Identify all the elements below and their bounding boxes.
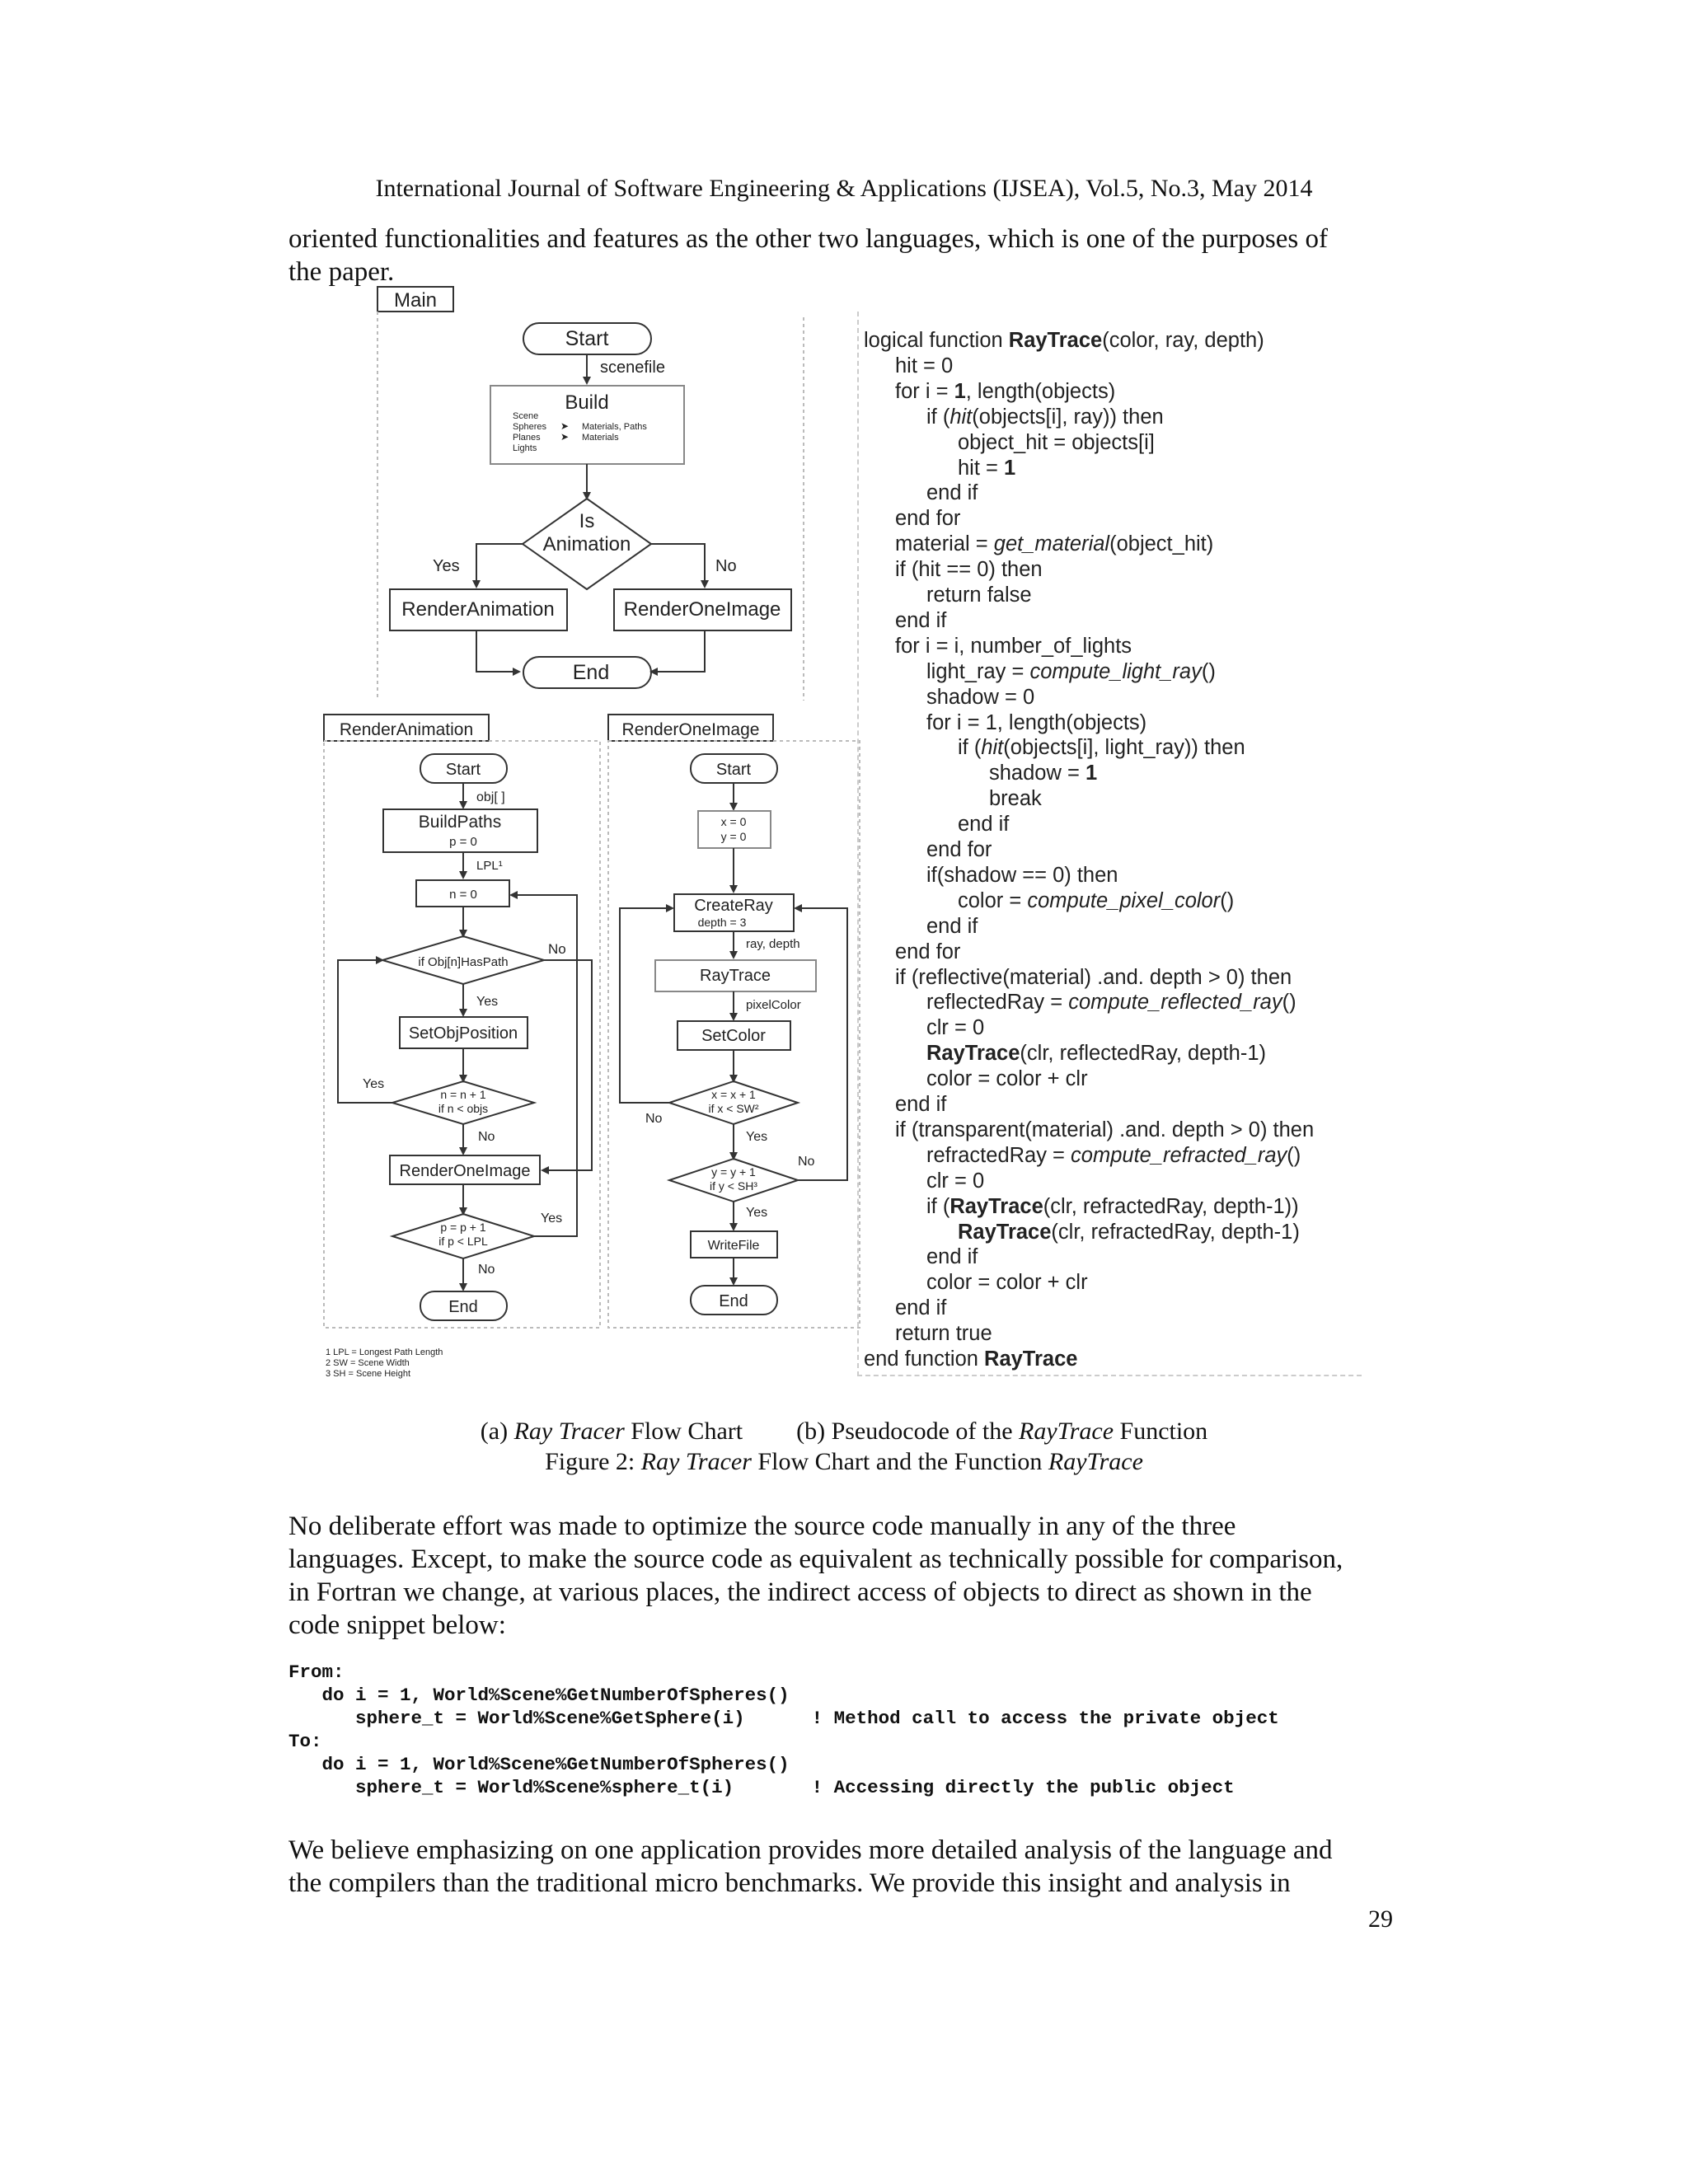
build-left-1: Spheres <box>513 422 546 432</box>
pseudocode-line: end if <box>895 1296 947 1320</box>
y-cond-label: if y < SH³ <box>710 1179 757 1193</box>
pseudocode-line: if (reflective(material) .and. depth > 0) then <box>895 965 1292 989</box>
pseudocode-line: reflectedRay = compute_reflected_ray() <box>926 991 1296 1015</box>
pseudocode-line: shadow = 1 <box>989 762 1098 785</box>
scenefile-label: scenefile <box>600 359 665 377</box>
build-left-2: Planes <box>513 433 541 443</box>
footnote-2: 2 SW = Scene Width <box>326 1358 410 1368</box>
render-one-image-label: RenderOneImage <box>623 598 781 621</box>
main-start-label: Start <box>565 327 609 350</box>
pseudocode-line: end function RayTrace <box>864 1347 1078 1371</box>
x-inc-label: x = x + 1 <box>711 1088 756 1101</box>
intro-line-2: the paper. <box>288 257 395 287</box>
paragraph-2: No deliberate effort was made to optimize the source code manually in any of the three languages. Except, to make the source code as equivalent as technically possible for comparison, in Fortran we change, at various places, the indirect access of objects to direct as shown in the code snippet below: <box>288 1511 1343 1640</box>
footnote-3: 3 SH = Scene Height <box>326 1369 411 1379</box>
pseudocode-line: if (hit(objects[i], light_ray)) then <box>958 736 1245 760</box>
pseudocode-line: color = color + clr <box>926 1067 1088 1091</box>
pseudocode-line: clr = 0 <box>926 1169 985 1193</box>
x-cond-label: if x < SW² <box>708 1102 759 1115</box>
pseudocode-line: material = get_material(object_hit) <box>895 532 1214 556</box>
pseudocode-line: end if <box>895 608 947 632</box>
pseudocode-line: if (hit(objects[i], ray)) then <box>926 405 1164 429</box>
y0-label: y = 0 <box>720 830 747 843</box>
footnote-1: 1 LPL = Longest Path Length <box>326 1347 443 1357</box>
pseudocode-line: end for <box>926 838 992 861</box>
pseudocode-line: if (hit == 0) then <box>895 558 1043 582</box>
pseudocode-line: end if <box>958 813 1010 837</box>
main-no-label: No <box>715 557 737 575</box>
paragraph-3: We believe emphasizing on one application provides more detailed analysis of the language and the compilers than the traditional micro benchmarks. We provide this insight and analysis in <box>288 1835 1333 1898</box>
pseudocode-line: for i = 1, length(objects) <box>926 710 1147 734</box>
pseudocode-line: shadow = 0 <box>926 685 1035 709</box>
subcaption-b: (b) Pseudocode of the RayTrace Function <box>796 1418 1208 1445</box>
flowchart-figure <box>313 284 874 1393</box>
pseudocode-line: return true <box>895 1322 992 1346</box>
set-obj-position-label: SetObjPosition <box>408 1024 518 1043</box>
intro-paragraph <box>288 223 1393 288</box>
pseudocode-line: end if <box>926 914 978 938</box>
figure-caption: Figure 2: Ray Tracer Flow Chart and the Function RayTrace <box>545 1448 1143 1475</box>
n-loop-yes-label: Yes <box>363 1077 385 1091</box>
p-inc-label: p = p + 1 <box>440 1221 486 1234</box>
subcaptions <box>0 1418 1688 1446</box>
ra-objs-label: obj[ ] <box>476 790 505 804</box>
pseudocode-line: refractedRay = compute_refracted_ray() <box>926 1143 1301 1167</box>
has-path-yes-label: Yes <box>476 995 499 1009</box>
main-yes-label: Yes <box>433 557 460 575</box>
is-label: Is <box>579 510 595 532</box>
build-label: Build <box>565 391 609 414</box>
pseudocode-line: for i = i, number_of_lights <box>895 634 1132 658</box>
pseudocode-line: hit = 1 <box>958 456 1016 480</box>
depth3-label: depth = 3 <box>697 916 747 929</box>
y-loop-yes-label: Yes <box>746 1206 768 1220</box>
pixel-color-label: pixelColor <box>746 998 801 1012</box>
intro-line-1: oriented functionalities and features as the other two languages, which is one of the purposes of <box>288 224 1328 254</box>
pseudocode-line: hit = 0 <box>895 354 954 377</box>
n-loop-no-label: No <box>478 1130 495 1144</box>
code-snippet: From: do i = 1, World%Scene%GetNumberOfSpheres() sphere_t = World%Scene%GetSphere(i) ! Method call to access the private object To: do i = 1, World%Scene%GetNumberOfSpheres() sphere_t = World%Scene%sphere_t(i) ! Accessing directly the public object <box>288 1661 1279 1798</box>
pseudocode-line: color = color + clr <box>926 1271 1088 1295</box>
pseudocode-line: RayTrace(clr, refractedRay, depth-1) <box>958 1220 1300 1244</box>
n-cond-label: if n < objs <box>438 1102 489 1115</box>
y-inc-label: y = y + 1 <box>711 1165 756 1179</box>
pseudocode-line: end if <box>926 481 978 505</box>
x-loop-no-label: No <box>645 1112 663 1126</box>
write-file-label: WriteFile <box>707 1239 760 1253</box>
animation-label: Animation <box>542 533 631 555</box>
create-ray-label: CreateRay <box>694 897 773 915</box>
main-frame <box>377 312 804 701</box>
main-title: Main <box>393 289 438 312</box>
pseudocode-line: clr = 0 <box>926 1016 985 1040</box>
p-loop-yes-label: Yes <box>541 1212 563 1226</box>
n0-label: n = 0 <box>449 888 477 902</box>
journal-header: International Journal of Software Engineering & Applications (IJSEA), Vol.5, No.3, May 2014 <box>375 175 1313 202</box>
ra-render-one-image-label: RenderOneImage <box>399 1162 531 1180</box>
subcaption-a: (a) Ray Tracer Flow Chart <box>480 1418 743 1445</box>
build-arrow-2: ➤ <box>560 431 570 443</box>
main-end-label: End <box>572 661 610 684</box>
build-left-3: Lights <box>513 443 537 453</box>
lpl-label: LPL¹ <box>476 859 503 873</box>
pseudocode-line: if (transparent(material) .and. depth > 0) then <box>895 1118 1315 1141</box>
x-loop-yes-label: Yes <box>746 1130 768 1144</box>
p0-label: p = 0 <box>449 835 477 849</box>
ra-end-label: End <box>448 1298 478 1316</box>
pseudocode-line: RayTrace(clr, reflectedRay, depth-1) <box>926 1042 1266 1066</box>
ray-trace-label: RayTrace <box>700 967 771 985</box>
pseudocode-line: end for <box>895 507 961 531</box>
roi-end-label: End <box>719 1292 748 1310</box>
p-cond-label: if p < LPL <box>438 1235 488 1248</box>
build-right-1: Materials <box>582 433 619 443</box>
has-path-no-label: No <box>548 941 566 957</box>
has-path-label: if Obj[n]HasPath <box>418 955 509 969</box>
pseudocode-line: end if <box>895 1093 947 1116</box>
pseudocode-line: color = compute_pixel_color() <box>958 888 1235 912</box>
build-right-0: Materials, Paths <box>582 422 647 432</box>
roi-title: RenderOneImage <box>621 720 760 739</box>
pseudocode-line: end if <box>926 1245 978 1269</box>
ra-start-label: Start <box>445 761 481 779</box>
pseudocode-line: end for <box>895 940 961 963</box>
x0-label: x = 0 <box>720 815 747 828</box>
set-color-label: SetColor <box>701 1027 766 1045</box>
pseudocode-line: if(shadow == 0) then <box>926 863 1118 887</box>
build-arrow-1: ➤ <box>560 420 570 432</box>
pseudocode-line: return false <box>926 583 1032 607</box>
ra-title: RenderAnimation <box>339 720 474 739</box>
pseudocode-line: object_hit = objects[i] <box>958 430 1155 454</box>
ray-depth-label: ray, depth <box>746 937 800 951</box>
pseudocode-line: light_ray = compute_light_ray() <box>926 659 1216 683</box>
pseudocode-panel <box>864 328 1358 1391</box>
roi-start-label: Start <box>715 761 752 779</box>
build-left-0: Scene <box>513 411 539 421</box>
y-loop-no-label: No <box>798 1155 815 1169</box>
page-number: 29 <box>1368 1905 1393 1933</box>
n-inc-label: n = n + 1 <box>440 1088 486 1101</box>
pseudocode-line: if (RayTrace(clr, refractedRay, depth-1)) <box>926 1194 1299 1218</box>
render-animation-label: RenderAnimation <box>401 598 555 621</box>
build-paths-label: BuildPaths <box>418 813 502 832</box>
pseudocode-line: logical function RayTrace(color, ray, depth) <box>864 329 1264 352</box>
p-loop-no-label: No <box>478 1263 495 1277</box>
pseudocode-line: break <box>989 787 1042 811</box>
pseudocode-line: for i = 1, length(objects) <box>895 379 1116 403</box>
